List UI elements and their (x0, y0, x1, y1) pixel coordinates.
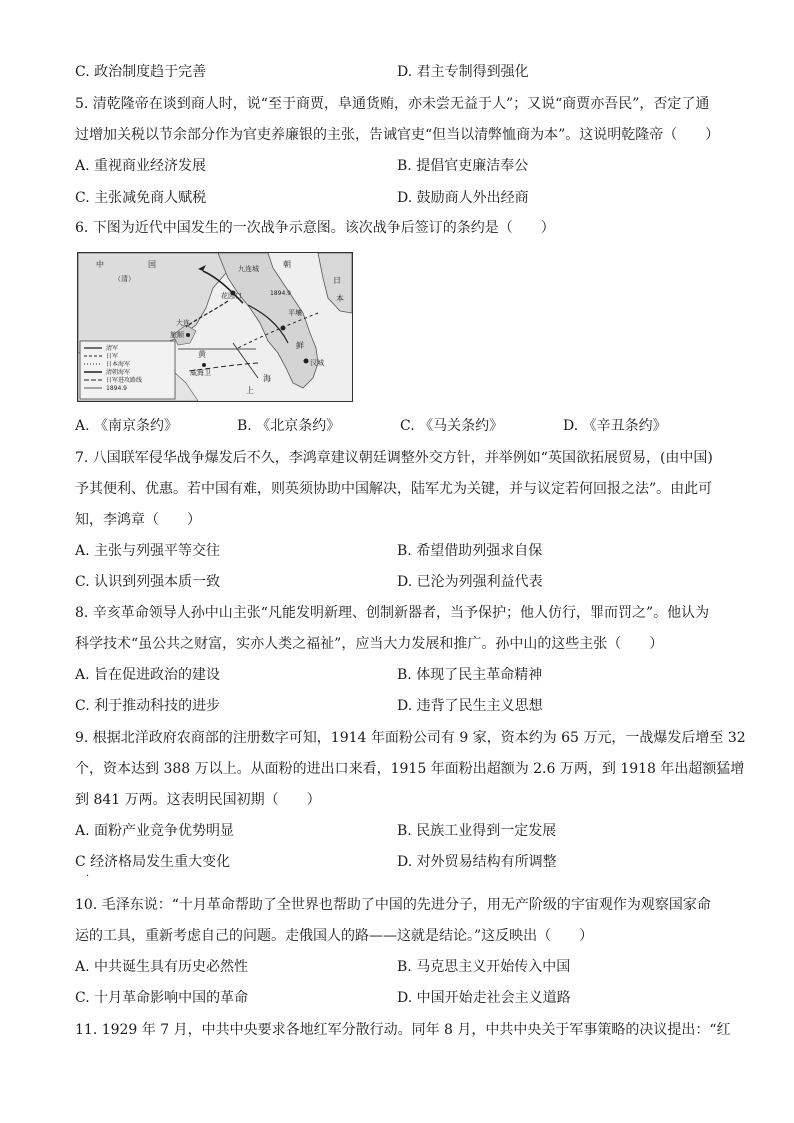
q6-option-d: D. 《辛丑条约》 (563, 418, 667, 434)
map-label-qing: （清） (114, 275, 135, 283)
q6-line-1: 6. 下图为近代中国发生的一次战争示意图。该次战争后签订的条约是（ ） (75, 220, 555, 236)
map-label-hancheng: 汉城 (310, 359, 324, 367)
q8-option-a: A. 旨在促进政治的建设 (75, 667, 221, 683)
q6-option-c: C. 《马关条约》 (400, 418, 504, 434)
q5-line-1: 5. 清乾隆帝在谈到商人时，说“至于商贾，阜通货贿，亦未尝无益于人”；又说“商贾亦吾民”，否定了通 (75, 96, 710, 112)
map-label-date: 1894.9 (270, 290, 291, 297)
q8-line-2: 科学技术“虽公共之财富，实亦人类之福祉”，应当大力发展和推广。孙中山的这些主张（ ） (75, 636, 664, 652)
q7-option-d: D. 已沦为列强利益代表 (397, 574, 543, 590)
q5-line-2: 过增加关税以节余部分作为官吏养廉银的主张，告诫官吏“但当以清弊恤商为本”。这说明乾隆帝（ ） (75, 127, 720, 143)
q11-line-1: 11. 1929 年 7 月，中共中央要求各地红军分散行动。同年 8 月，中共中央关于军事策略的决议提出：“红 (75, 1022, 731, 1038)
map-label-hai: 海 (263, 374, 271, 383)
map-label-dalian: 大连 (176, 319, 190, 327)
stray-dot-mark: · (86, 871, 90, 882)
legend-label-3: 日本海军 (106, 361, 131, 368)
q8-line-1: 8. 辛亥革命领导人孙中山主张“凡能发明新理、创制新器者，当予保护；他人仿行，罪而罚之”。他认为 (75, 605, 710, 621)
map-label-zhong: 中 (96, 260, 104, 269)
map-label-guo: 国 (148, 260, 156, 269)
option-c: C. 政治制度趋于完善 (75, 64, 207, 80)
legend-label-4: 清朝海军 (106, 369, 131, 376)
q9-option-d: D. 对外贸易结构有所调整 (397, 854, 557, 870)
map-label-huang: 黄 (198, 350, 206, 359)
q10-option-b: B. 马克思主义开始传入中国 (397, 959, 571, 975)
option-d: D. 君主专制得到强化 (397, 64, 529, 80)
map-label-pingrang: 平壤 (288, 309, 302, 317)
q10-line-1: 10. 毛泽东说：“十月革命帮助了全世界也帮助了中国的先进分子，用无产阶级的宇宙观作为观察国家命 (75, 897, 711, 913)
q9-option-b: B. 民族工业得到一定发展 (397, 823, 557, 839)
q6-option-a: A. 《南京条约》 (75, 418, 179, 434)
q9-line-2: 个，资本达到 388 万以上。从面粉的进出口来看，1915 年面粉出超额为 2.6 万两，到 1918 年出超额猛增 (75, 761, 745, 777)
q10-line-2: 运的工具，重新考虑自己的问题。走俄国人的路——这就是结论。”这反映出（ ） (75, 928, 594, 944)
q7-line-1: 7. 八国联军侵华战争爆发后不久，李鸿章建议朝廷调整外交方针，并举例如“英国欲拓展贸易，(由中国) (75, 450, 713, 466)
q10-option-a: A. 中共诞生具有历史必然性 (75, 959, 249, 975)
q5-option-b: B. 提倡官吏廉洁奉公 (397, 158, 529, 174)
q5-option-a: A. 重视商业经济发展 (75, 158, 207, 174)
q6-option-b: B. 《北京条约》 (237, 418, 341, 434)
war-map-image (77, 252, 353, 402)
map-label-chao: 朝 (283, 260, 291, 269)
q9-line-3: 到 841 万两。这表明民国初期（ ） (75, 792, 321, 808)
q7-line-2: 予其便利、优惠。若中国有难，则英须协助中国解决，陆军尤为关键，并与议定若何回报之法”。由此可 (75, 481, 713, 497)
map-label-ben: 本 (336, 294, 344, 303)
q9-line-1: 9. 根据北洋政府农商部的注册数字可知，1914 年面粉公司有 9 家，资本约为 65 万元，一战爆发后增至 32 (75, 730, 746, 746)
map-label-huayuankou: 花园口 (221, 292, 242, 300)
map-label-xian: 鲜 (296, 341, 304, 350)
q7-option-b: B. 希望借助列强求自保 (397, 543, 543, 559)
map-label-weihaiwei: 威海卫 (190, 369, 211, 377)
q5-option-c: C. 主张减免商人赋税 (75, 190, 207, 206)
legend-label-6: 1894.9 (106, 385, 127, 392)
q10-option-d: D. 中国开始走社会主义道路 (397, 990, 571, 1006)
q7-option-c: C. 认识到列强本质一致 (75, 574, 221, 590)
legend-label-2: 日军 (106, 353, 119, 360)
war-map-svg (78, 253, 352, 401)
map-label-lvshun: 旅顺 (170, 331, 184, 339)
map-label-ri: 日 (333, 276, 341, 285)
q9-option-c: C 经济格局发生重大变化 (75, 854, 231, 870)
q8-option-c: C. 利于推动科技的进步 (75, 698, 221, 714)
map-label-shang: 上 (246, 386, 254, 395)
q7-option-a: A. 主张与列强平等交往 (75, 543, 221, 559)
q9-option-a: A. 面粉产业竞争优势明显 (75, 823, 235, 839)
legend-label-5: 日军进攻路线 (106, 377, 143, 384)
q5-option-d: D. 鼓励商人外出经商 (397, 190, 529, 206)
q8-option-d: D. 违背了民生主义思想 (397, 698, 543, 714)
legend-label-1: 清军 (106, 345, 119, 352)
q8-option-b: B. 体现了民主革命精神 (397, 667, 543, 683)
q7-line-3: 知，李鸿章（ ） (75, 512, 201, 528)
map-label-jiuliancheng: 九连城 (238, 265, 259, 273)
q10-option-c: C. 十月革命影响中国的革命 (75, 990, 249, 1006)
